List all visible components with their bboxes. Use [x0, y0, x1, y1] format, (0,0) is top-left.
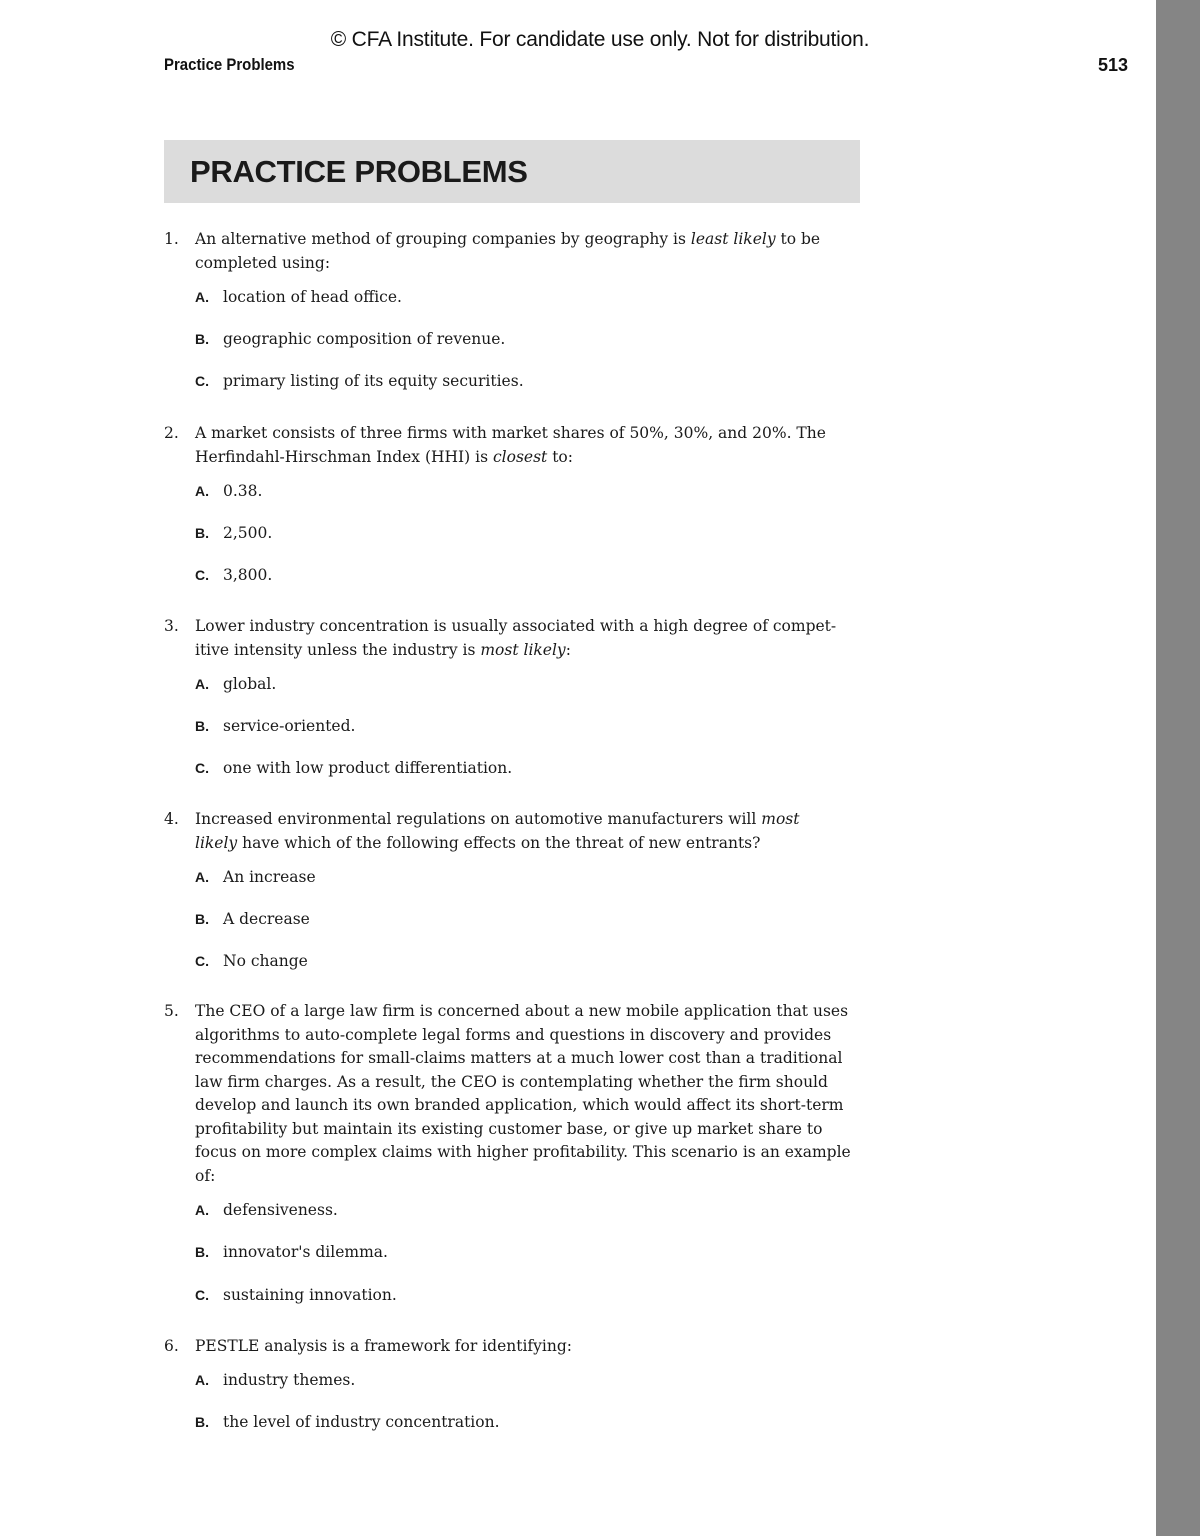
stem-emphasis: closest [493, 447, 548, 466]
option-a [195, 1199, 338, 1223]
option-letter: B. [195, 1414, 209, 1430]
option-a [195, 1369, 355, 1393]
option-text: 0.38. [223, 482, 263, 500]
option-a [195, 480, 262, 504]
question-1 [164, 228, 864, 390]
question-number: 2. [164, 424, 179, 442]
stem-text: Lower industry concentration is usually associated with a high degree of competitive intensity unless the industry is [195, 617, 837, 659]
question-stem: PESTLE analysis is a framework for identifying: [195, 1337, 573, 1355]
option-text: the level of industry concentration. [223, 1413, 500, 1431]
option-b [195, 522, 272, 546]
option-a [195, 866, 316, 890]
option-letter: A. [195, 289, 209, 305]
question-number: 6. [164, 1337, 179, 1355]
running-head: Practice Problems [164, 55, 295, 74]
option-letter: C. [195, 567, 209, 583]
option-text: global. [223, 675, 277, 693]
stem-text: to: [547, 447, 573, 466]
stem-text: An alternative method of grouping companies by geography is [195, 230, 691, 248]
option-c [195, 950, 308, 974]
option-text: service-oriented. [223, 717, 356, 735]
question-stem [195, 228, 835, 275]
distribution-notice: © CFA Institute. For candidate use only. Not for distribution. [330, 28, 870, 51]
question-stem: The CEO of a large law firm is concerned about a new mobile application that uses algorithms to auto-complete legal forms and questions in discovery and provides recommendations for small-claims matters at a much lower cost than a traditional law firm charges. As a result, the CEO is contemplating whether the firm should develop and launch its own branded application, which would affect its short-term profitability but maintain its existing customer base, or give up market share to focus on more complex claims with higher profitability. This scenario is an example of: [195, 1002, 851, 1185]
question-4 [164, 808, 864, 970]
page-number: 513 [1097, 55, 1128, 75]
option-letter: A. [195, 483, 209, 499]
option-a [195, 286, 402, 310]
question-number: 4. [164, 810, 179, 828]
stem-emphasis: most likely [195, 810, 800, 852]
option-text: A decrease [223, 910, 310, 928]
stem-text: to be completed using: [195, 230, 821, 272]
stem-text: : [565, 640, 571, 659]
option-text: defensiveness. [223, 1201, 338, 1219]
option-letter: C. [195, 1287, 209, 1303]
option-c [195, 757, 512, 781]
section-title: PRACTICE PROBLEMS [190, 154, 528, 189]
stem-text: have which of the following effects on the threat of new entrants? [237, 833, 761, 852]
option-text: geographic composition of revenue. [223, 330, 506, 348]
option-letter: B. [195, 911, 209, 927]
option-letter: B. [195, 525, 209, 541]
option-letter: B. [195, 331, 209, 347]
option-b [195, 1411, 500, 1435]
option-letter: A. [195, 1372, 209, 1388]
question-stem [195, 808, 835, 855]
option-c [195, 370, 524, 394]
option-c [195, 564, 272, 588]
stem-emphasis: most likely [480, 640, 566, 659]
question-stem [195, 615, 864, 662]
question-number: 5. [164, 1002, 179, 1020]
question-3 [164, 615, 864, 777]
question-number: 1. [164, 230, 179, 248]
option-text: location of head office. [223, 288, 402, 306]
option-text: industry themes. [223, 1371, 356, 1389]
question-5 [164, 1000, 864, 1304]
option-text: 2,500. [223, 524, 273, 542]
option-text: innovator's dilemma. [223, 1243, 388, 1261]
option-letter: A. [195, 1202, 209, 1218]
option-text: sustaining innovation. [223, 1286, 397, 1304]
question-stem [195, 422, 845, 469]
option-letter: B. [195, 1244, 209, 1260]
option-text: An increase [223, 868, 316, 886]
option-text: No change [223, 952, 308, 970]
section-title-box [164, 140, 860, 203]
option-a [195, 673, 276, 697]
option-letter: C. [195, 953, 209, 969]
question-number: 3. [164, 617, 179, 635]
option-b [195, 1241, 388, 1265]
page-edge-bar [1156, 0, 1200, 1536]
option-b [195, 715, 355, 739]
option-text: one with low product differentiation. [223, 759, 513, 777]
option-text: 3,800. [223, 566, 273, 584]
option-letter: B. [195, 718, 209, 734]
stem-text: Increased environmental regulations on automotive manufacturers will [195, 810, 762, 828]
option-b [195, 908, 310, 932]
option-letter: A. [195, 869, 209, 885]
question-6 [164, 1335, 864, 1431]
option-letter: C. [195, 373, 209, 389]
option-letter: A. [195, 676, 209, 692]
option-b [195, 328, 505, 352]
question-2 [164, 422, 864, 584]
stem-emphasis: least likely [690, 230, 776, 248]
stem-text: A market consists of three firms with market shares of 50%, 30%, and 20%. The Herfindahl-Hirschman Index (HHI) is [195, 424, 826, 466]
option-c [195, 1284, 397, 1308]
option-letter: C. [195, 760, 209, 776]
option-text: primary listing of its equity securities. [223, 372, 524, 390]
